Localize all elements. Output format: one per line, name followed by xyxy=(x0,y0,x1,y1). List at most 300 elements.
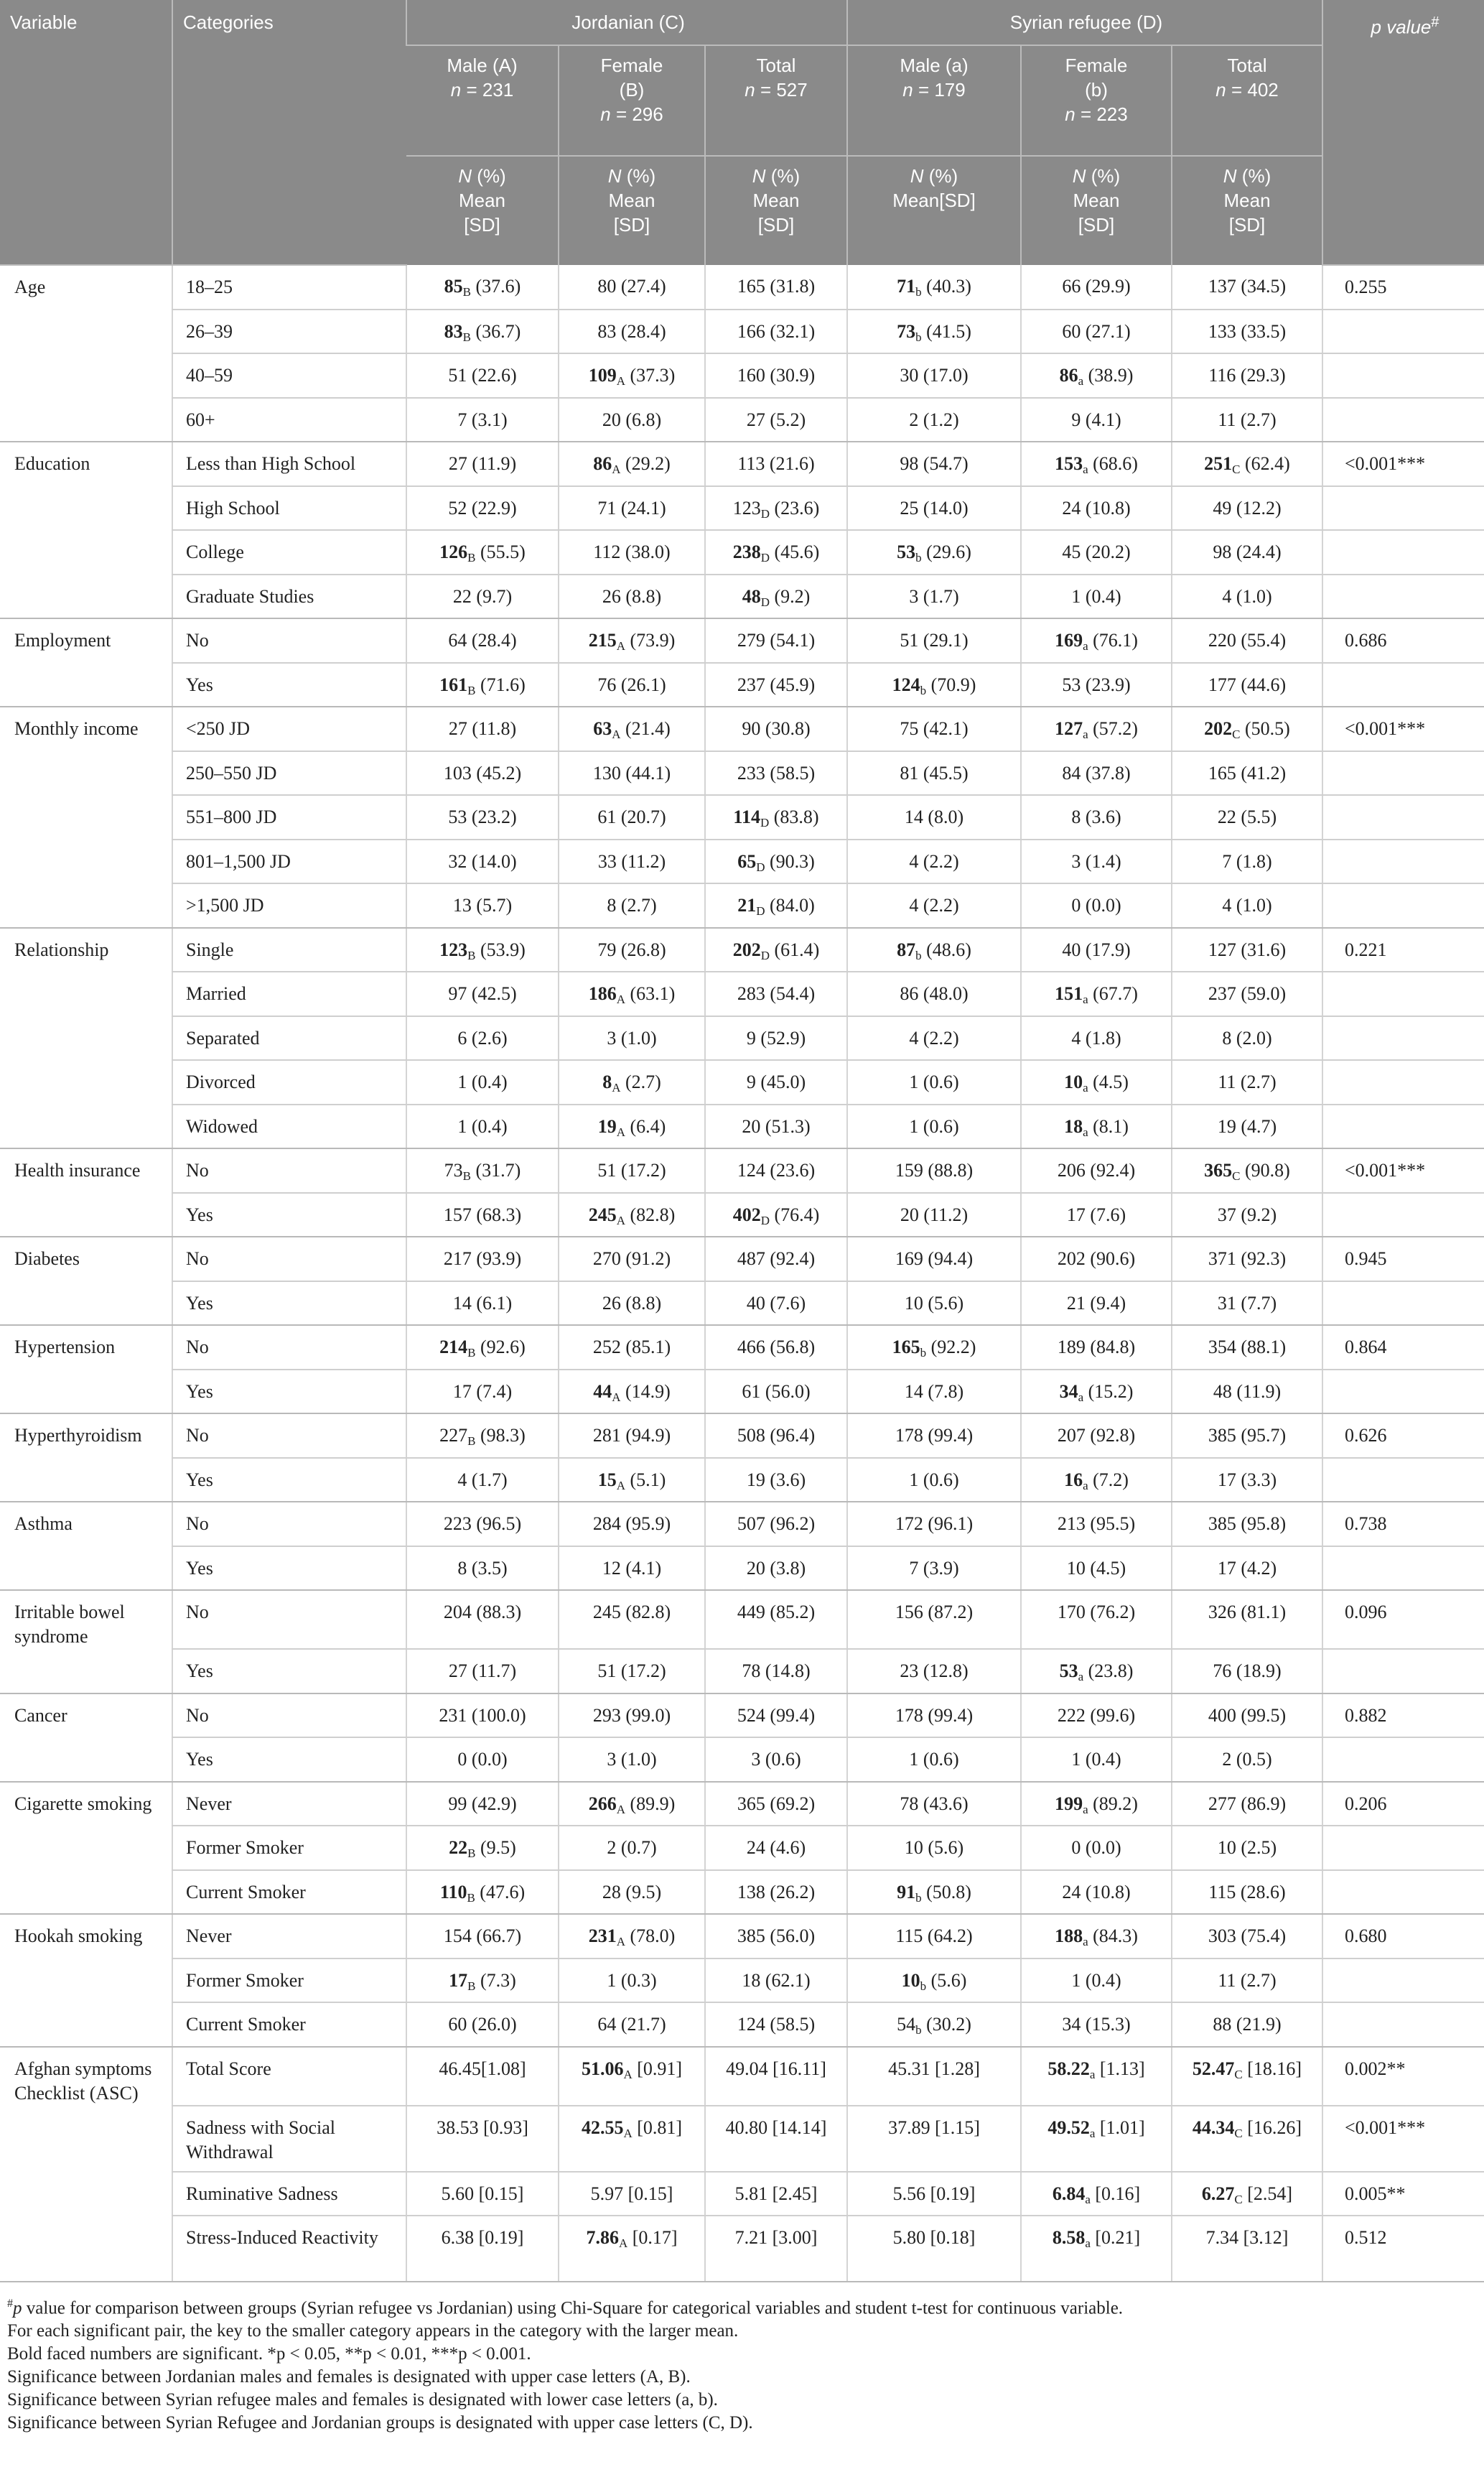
cell-value: 48 (11.9) xyxy=(1172,1370,1322,1414)
cell-pvalue: 0.864 xyxy=(1322,1325,1484,1370)
cell-value: $85_B$ (37.6) xyxy=(406,265,559,310)
cell-value: 40.80 [14.14] xyxy=(705,2106,847,2172)
cell-value: 524 (99.4) xyxy=(705,1693,847,1738)
cell-category: Stress-Induced Reactivity xyxy=(172,2216,406,2282)
cell-value: $22_B$ (9.5) xyxy=(406,1826,559,1870)
cell-value: 10 (2.5) xyxy=(1172,1826,1322,1870)
footnote-line: Bold faced numbers are significant. *p < 0.05, **p < 0.01, ***p < 0.001. xyxy=(7,2344,531,2364)
cell-value: 14 (6.1) xyxy=(406,1281,559,1326)
subheader-col: Total n = 402 xyxy=(1172,45,1322,156)
cell-category: Yes xyxy=(172,1193,406,1237)
cell-pvalue: 0.002** xyxy=(1322,2047,1484,2106)
cell-value: 84 (37.8) xyxy=(1021,751,1172,796)
cell-value: 28 (9.5) xyxy=(559,1870,705,1915)
cell-pvalue: 0.512 xyxy=(1322,2216,1484,2282)
cell-value: 30 (17.0) xyxy=(847,353,1021,398)
cell-value: 51 (17.2) xyxy=(559,1148,705,1193)
cell-value: 27 (5.2) xyxy=(705,398,847,442)
cell-value: 1 (0.4) xyxy=(406,1105,559,1149)
footnote-line: Significance between Syrian Refugee and Jordanian groups is designated with upper case letters (C, D). xyxy=(7,2413,753,2433)
cell-value: 385 (95.8) xyxy=(1172,1502,1322,1546)
table-row xyxy=(0,1782,1484,1826)
cell-value: $73_B$ (31.7) xyxy=(406,1148,559,1193)
cell-value: $153_a$ (68.6) xyxy=(1021,442,1172,486)
cell-value: 52 (22.9) xyxy=(406,486,559,531)
table-row xyxy=(0,486,1484,531)
stat-header-col: N (%) Mean [SD] xyxy=(1172,156,1322,265)
cell-value: 17 (4.2) xyxy=(1172,1546,1322,1591)
cell-value: 40 (17.9) xyxy=(1021,928,1172,972)
table-row xyxy=(0,618,1484,663)
table-row xyxy=(0,840,1484,884)
stat-header-col: N (%) Mean [SD] xyxy=(406,156,559,265)
cell-value: 14 (7.8) xyxy=(847,1370,1021,1414)
table-row xyxy=(0,1105,1484,1149)
cell-value: 466 (56.8) xyxy=(705,1325,847,1370)
cell-value: 9 (52.9) xyxy=(705,1016,847,1061)
cell-category: 18–25 xyxy=(172,265,406,310)
cell-value: $127_a$ (57.2) xyxy=(1021,707,1172,751)
cell-pvalue: <0.001*** xyxy=(1322,1148,1484,1193)
cell-value: 157 (68.3) xyxy=(406,1193,559,1237)
cell-value: $402_D$ (76.4) xyxy=(705,1193,847,1237)
cell-value: $124_b$ (70.9) xyxy=(847,663,1021,707)
cell-value: $165_b$ (92.2) xyxy=(847,1325,1021,1370)
cell-value: 206 (92.4) xyxy=(1021,1148,1172,1193)
cell-variable xyxy=(0,1458,172,1502)
cell-variable: Employment xyxy=(14,630,111,651)
cell-value: 222 (99.6) xyxy=(1021,1693,1172,1738)
cell-value: 71 (24.1) xyxy=(559,486,705,531)
cell-pvalue xyxy=(1322,353,1484,398)
cell-value: 6 (2.6) xyxy=(406,1016,559,1061)
cell-variable: Age xyxy=(14,277,46,297)
cell-value: 385 (56.0) xyxy=(705,1914,847,1958)
subheader-col: Female (B) n = 296 xyxy=(559,45,705,156)
cell-value: $202_C$ (50.5) xyxy=(1172,707,1322,751)
table-row xyxy=(0,1237,1484,1281)
cell-value: 487 (92.4) xyxy=(705,1237,847,1281)
cell-category: Single xyxy=(172,928,406,972)
table-row xyxy=(0,1458,1484,1502)
cell-category: Yes xyxy=(172,1649,406,1693)
cell-value: 8 (3.6) xyxy=(1021,795,1172,840)
table-row xyxy=(0,1914,1484,1958)
cell-value: 51 (29.1) xyxy=(847,618,1021,663)
table-row xyxy=(0,1958,1484,2003)
cell-value: 1 (0.6) xyxy=(847,1458,1021,1502)
cell-value: 20 (51.3) xyxy=(705,1105,847,1149)
cell-pvalue xyxy=(1322,486,1484,531)
cell-variable xyxy=(0,1737,172,1782)
cell-pvalue xyxy=(1322,310,1484,354)
cell-value: 1 (0.6) xyxy=(847,1105,1021,1149)
cell-category: No xyxy=(172,1325,406,1370)
cell-value: 20 (11.2) xyxy=(847,1193,1021,1237)
cell-value: 53 (23.2) xyxy=(406,795,559,840)
cell-value: 124 (58.5) xyxy=(705,2002,847,2047)
cell-category: Graduate Studies xyxy=(172,575,406,619)
cell-value: 13 (5.7) xyxy=(406,883,559,928)
table-row xyxy=(0,2172,1484,2216)
cell-value: $202_D$ (61.4) xyxy=(705,928,847,972)
cell-value: 4 (1.0) xyxy=(1172,883,1322,928)
cell-value: 449 (85.2) xyxy=(705,1590,847,1649)
cell-value: $231_A$ (78.0) xyxy=(559,1914,705,1958)
cell-value: $53_a$ (23.8) xyxy=(1021,1649,1172,1693)
cell-value: 130 (44.1) xyxy=(559,751,705,796)
cell-value: $8_A$ (2.7) xyxy=(559,1060,705,1105)
cell-pvalue xyxy=(1322,1546,1484,1591)
cell-value: $42.55_A$ [0.81] xyxy=(559,2106,705,2172)
cell-value: 11 (2.7) xyxy=(1172,1958,1322,2003)
cell-value: 207 (92.8) xyxy=(1021,1413,1172,1458)
cell-value: $251_C$ (62.4) xyxy=(1172,442,1322,486)
cell-value: 172 (96.1) xyxy=(847,1502,1021,1546)
cell-category: Yes xyxy=(172,663,406,707)
cell-value: 365 (69.2) xyxy=(705,1782,847,1826)
cell-value: 0 (0.0) xyxy=(1021,1826,1172,1870)
cell-value: $86_a$ (38.9) xyxy=(1021,353,1172,398)
cell-category: Yes xyxy=(172,1281,406,1326)
subheader-col: Male (A) n = 231 xyxy=(406,45,559,156)
table-row xyxy=(0,795,1484,840)
cell-pvalue: 0.680 xyxy=(1322,1914,1484,1958)
table-row xyxy=(0,2002,1484,2047)
cell-value: 8 (2.0) xyxy=(1172,1016,1322,1061)
cell-value: $8.58_a$ [0.21] xyxy=(1021,2216,1172,2282)
cell-value: $73_b$ (41.5) xyxy=(847,310,1021,354)
cell-variable xyxy=(0,353,172,398)
cell-value: 279 (54.1) xyxy=(705,618,847,663)
cell-value: 51 (22.6) xyxy=(406,353,559,398)
cell-value: $161_B$ (71.6) xyxy=(406,663,559,707)
cell-value: $126_B$ (55.5) xyxy=(406,530,559,575)
cell-value: 217 (93.9) xyxy=(406,1237,559,1281)
cell-variable xyxy=(0,1826,172,1870)
cell-value: 277 (86.9) xyxy=(1172,1782,1322,1826)
cell-variable xyxy=(0,310,172,354)
cell-category: No xyxy=(172,1148,406,1193)
cell-value: 165 (41.2) xyxy=(1172,751,1322,796)
cell-value: $215_A$ (73.9) xyxy=(559,618,705,663)
cell-variable: Afghan symptoms Checklist (ASC) xyxy=(14,2058,152,2104)
cell-value: 4 (2.2) xyxy=(847,840,1021,884)
cell-value: 32 (14.0) xyxy=(406,840,559,884)
cell-variable xyxy=(0,1060,172,1105)
cell-value: 1 (0.4) xyxy=(1021,575,1172,619)
cell-value: 49 (12.2) xyxy=(1172,486,1322,531)
cell-value: 2 (0.5) xyxy=(1172,1737,1322,1782)
cell-pvalue xyxy=(1322,575,1484,619)
cell-value: $109_A$ (37.3) xyxy=(559,353,705,398)
cell-value: 138 (26.2) xyxy=(705,1870,847,1915)
cell-pvalue: 0.221 xyxy=(1322,928,1484,972)
cell-value: 165 (31.8) xyxy=(705,265,847,310)
cell-value: $188_a$ (84.3) xyxy=(1021,1914,1172,1958)
cell-value: 37 (9.2) xyxy=(1172,1193,1322,1237)
cell-category: No xyxy=(172,1237,406,1281)
cell-value: 237 (59.0) xyxy=(1172,972,1322,1016)
cell-value: 169 (94.4) xyxy=(847,1237,1021,1281)
cell-value: 9 (4.1) xyxy=(1021,398,1172,442)
cell-value: 1 (0.6) xyxy=(847,1737,1021,1782)
cell-category: >1,500 JD xyxy=(172,883,406,928)
cell-category: No xyxy=(172,1693,406,1738)
cell-pvalue: 0.945 xyxy=(1322,1237,1484,1281)
cell-variable xyxy=(0,2172,172,2216)
cell-value: 293 (99.0) xyxy=(559,1693,705,1738)
cell-value: 4 (2.2) xyxy=(847,1016,1021,1061)
footnote-line: #p value for comparison between groups (Syrian refugee vs Jordanian) using Chi-Square for categorical variables and student t-test for continuous variable. xyxy=(7,2297,1124,2318)
cell-value: 237 (45.9) xyxy=(705,663,847,707)
cell-value: 159 (88.8) xyxy=(847,1148,1021,1193)
cell-category: Ruminative Sadness xyxy=(172,2172,406,2216)
cell-variable xyxy=(0,1281,172,1326)
cell-pvalue xyxy=(1322,1870,1484,1915)
table-row xyxy=(0,1502,1484,1546)
cell-value: 507 (96.2) xyxy=(705,1502,847,1546)
cell-value: 27 (11.9) xyxy=(406,442,559,486)
cell-category: No xyxy=(172,1413,406,1458)
cell-value: 5.81 [2.45] xyxy=(705,2172,847,2216)
cell-value: 24 (10.8) xyxy=(1021,486,1172,531)
cell-value: 220 (55.4) xyxy=(1172,618,1322,663)
cell-value: 81 (45.5) xyxy=(847,751,1021,796)
cell-variable: Asthma xyxy=(14,1513,73,1534)
cell-value: 11 (2.7) xyxy=(1172,398,1322,442)
cell-value: 61 (20.7) xyxy=(559,795,705,840)
cell-value: 31 (7.7) xyxy=(1172,1281,1322,1326)
cell-value: 98 (24.4) xyxy=(1172,530,1322,575)
cell-category: Former Smoker xyxy=(172,1826,406,1870)
cell-variable: Hypertension xyxy=(14,1337,116,1357)
cell-variable xyxy=(0,840,172,884)
cell-variable xyxy=(0,1193,172,1237)
table-row xyxy=(0,1281,1484,1326)
cell-value: 177 (44.6) xyxy=(1172,663,1322,707)
cell-value: $365_C$ (90.8) xyxy=(1172,1148,1322,1193)
cell-category: High School xyxy=(172,486,406,531)
cell-pvalue: 0.882 xyxy=(1322,1693,1484,1738)
cell-value: 45.31 [1.28] xyxy=(847,2047,1021,2106)
cell-value: 22 (5.5) xyxy=(1172,795,1322,840)
cell-variable: Monthly income xyxy=(14,718,139,739)
cell-category: 60+ xyxy=(172,398,406,442)
cell-value: 5.97 [0.15] xyxy=(559,2172,705,2216)
cell-value: 40 (7.6) xyxy=(705,1281,847,1326)
cell-value: 202 (90.6) xyxy=(1021,1237,1172,1281)
cell-value: $48_D$ (9.2) xyxy=(705,575,847,619)
cell-value: 1 (0.4) xyxy=(1021,1737,1172,1782)
cell-value: $114_D$ (83.8) xyxy=(705,795,847,840)
cell-pvalue xyxy=(1322,398,1484,442)
cell-value: 86 (48.0) xyxy=(847,972,1021,1016)
header-pvalue: p value# xyxy=(1322,0,1484,265)
cell-value: 14 (8.0) xyxy=(847,795,1021,840)
cell-value: 76 (26.1) xyxy=(559,663,705,707)
cell-value: $34_a$ (15.2) xyxy=(1021,1370,1172,1414)
cell-pvalue xyxy=(1322,663,1484,707)
cell-value: 27 (11.8) xyxy=(406,707,559,751)
cell-value: 133 (33.5) xyxy=(1172,310,1322,354)
table-row xyxy=(0,707,1484,751)
cell-value: 33 (11.2) xyxy=(559,840,705,884)
cell-pvalue xyxy=(1322,530,1484,575)
cell-value: 19 (3.6) xyxy=(705,1458,847,1502)
cell-category: Sadness with Social Withdrawal xyxy=(172,2106,406,2172)
cell-value: $6.84_a$ [0.16] xyxy=(1021,2172,1172,2216)
table-row xyxy=(0,575,1484,619)
cell-value: 76 (18.9) xyxy=(1172,1649,1322,1693)
cell-value: $123_B$ (53.9) xyxy=(406,928,559,972)
cell-value: 354 (88.1) xyxy=(1172,1325,1322,1370)
cell-category: Yes xyxy=(172,1737,406,1782)
cell-value: 170 (76.2) xyxy=(1021,1590,1172,1649)
cell-value: 10 (5.6) xyxy=(847,1281,1021,1326)
cell-value: 46.45[1.08] xyxy=(406,2047,559,2106)
table-row xyxy=(0,442,1484,486)
cell-value: 90 (30.8) xyxy=(705,707,847,751)
table-row xyxy=(0,1870,1484,1915)
cell-value: 60 (27.1) xyxy=(1021,310,1172,354)
cell-value: 204 (88.3) xyxy=(406,1590,559,1649)
table-row xyxy=(0,2047,1484,2106)
cell-category: Current Smoker xyxy=(172,1870,406,1915)
cell-pvalue xyxy=(1322,1458,1484,1502)
subheader-col: Male (a) n = 179 xyxy=(847,45,1021,156)
cell-value: $199_a$ (89.2) xyxy=(1021,1782,1172,1826)
cell-value: 112 (38.0) xyxy=(559,530,705,575)
cell-value: 5.60 [0.15] xyxy=(406,2172,559,2216)
cell-pvalue xyxy=(1322,1370,1484,1414)
subheader-col: Total n = 527 xyxy=(705,45,847,156)
cell-value: 115 (28.6) xyxy=(1172,1870,1322,1915)
cell-category: 26–39 xyxy=(172,310,406,354)
header-variable: Variable xyxy=(0,0,172,265)
cell-value: $51.06_A$ [0.91] xyxy=(559,2047,705,2106)
cell-variable xyxy=(0,1105,172,1149)
table-row xyxy=(0,310,1484,354)
cell-value: $110_B$ (47.6) xyxy=(406,1870,559,1915)
cell-value: 1 (0.4) xyxy=(1021,1958,1172,2003)
cell-value: 178 (99.4) xyxy=(847,1693,1021,1738)
cell-category: 801–1,500 JD xyxy=(172,840,406,884)
table-row xyxy=(0,751,1484,796)
cell-variable: Cigarette smoking xyxy=(14,1793,152,1814)
table-row xyxy=(0,1826,1484,1870)
table-footnotes xyxy=(0,2282,1484,2435)
cell-value: 53 (23.9) xyxy=(1021,663,1172,707)
stat-header-col: N (%) Mean [SD] xyxy=(705,156,847,265)
table-row xyxy=(0,1325,1484,1370)
cell-variable: Cancer xyxy=(14,1704,67,1726)
cell-value: 10 (5.6) xyxy=(847,1826,1021,1870)
cell-category: Current Smoker xyxy=(172,2002,406,2047)
cell-value: 49.04 [16.11] xyxy=(705,2047,847,2106)
table-row xyxy=(0,1590,1484,1649)
cell-pvalue xyxy=(1322,1826,1484,1870)
cell-variable: Hookah smoking xyxy=(14,1925,143,1946)
table-row xyxy=(0,1413,1484,1458)
cell-value: 10 (4.5) xyxy=(1021,1546,1172,1591)
cell-value: 45 (20.2) xyxy=(1021,530,1172,575)
cell-value: $238_D$ (45.6) xyxy=(705,530,847,575)
cell-value: 18 (62.1) xyxy=(705,1958,847,2003)
cell-value: $245_A$ (82.8) xyxy=(559,1193,705,1237)
cell-variable: Health insurance xyxy=(14,1160,141,1181)
table-row xyxy=(0,530,1484,575)
cell-value: $63_A$ (21.4) xyxy=(559,707,705,751)
cell-pvalue: <0.001*** xyxy=(1322,707,1484,751)
cell-category: No xyxy=(172,618,406,663)
cell-value: 7.21 [3.00] xyxy=(705,2216,847,2282)
cell-value: 99 (42.9) xyxy=(406,1782,559,1826)
cell-category: College xyxy=(172,530,406,575)
cell-variable: Hyperthyroidism xyxy=(14,1425,142,1446)
cell-value: 2 (1.2) xyxy=(847,398,1021,442)
cell-value: 17 (7.4) xyxy=(406,1370,559,1414)
cell-value: 508 (96.4) xyxy=(705,1413,847,1458)
cell-value: $58.22_a$ [1.13] xyxy=(1021,2047,1172,2106)
header-syrian: Syrian refugee (D) xyxy=(847,0,1322,45)
cell-value: 23 (12.8) xyxy=(847,1649,1021,1693)
cell-value: 11 (2.7) xyxy=(1172,1060,1322,1105)
cell-pvalue xyxy=(1322,972,1484,1016)
table-row xyxy=(0,972,1484,1016)
cell-value: $86_A$ (29.2) xyxy=(559,442,705,486)
cell-value: 79 (26.8) xyxy=(559,928,705,972)
cell-value: 231 (100.0) xyxy=(406,1693,559,1738)
cell-value: 303 (75.4) xyxy=(1172,1914,1322,1958)
cell-value: 64 (21.7) xyxy=(559,2002,705,2047)
cell-value: 7 (1.8) xyxy=(1172,840,1322,884)
table-row xyxy=(0,1649,1484,1693)
cell-variable xyxy=(0,2216,172,2282)
cell-value: 9 (45.0) xyxy=(705,1060,847,1105)
cell-variable xyxy=(0,530,172,575)
cell-value: $266_A$ (89.9) xyxy=(559,1782,705,1826)
cell-value: 27 (11.7) xyxy=(406,1649,559,1693)
cell-value: 24 (10.8) xyxy=(1021,1870,1172,1915)
cell-value: $49.52_a$ [1.01] xyxy=(1021,2106,1172,2172)
cell-value: 7 (3.1) xyxy=(406,398,559,442)
cell-variable xyxy=(0,795,172,840)
cell-category: Married xyxy=(172,972,406,1016)
cell-pvalue xyxy=(1322,1281,1484,1326)
cell-value: 283 (54.4) xyxy=(705,972,847,1016)
cell-category: Yes xyxy=(172,1458,406,1502)
footnote-line: Significance between Jordanian males and females is designated with upper case letters (A, B). xyxy=(7,2367,691,2387)
cell-category: Never xyxy=(172,1782,406,1826)
cell-value: 97 (42.5) xyxy=(406,972,559,1016)
cell-value: 4 (1.8) xyxy=(1021,1016,1172,1061)
cell-value: 281 (94.9) xyxy=(559,1413,705,1458)
cell-category: Yes xyxy=(172,1546,406,1591)
cell-value: 213 (95.5) xyxy=(1021,1502,1172,1546)
cell-category: 551–800 JD xyxy=(172,795,406,840)
cell-category: Divorced xyxy=(172,1060,406,1105)
cell-value: 0 (0.0) xyxy=(1021,883,1172,928)
cell-value: $87_b$ (48.6) xyxy=(847,928,1021,972)
table-row xyxy=(0,265,1484,310)
cell-value: 34 (15.3) xyxy=(1021,2002,1172,2047)
cell-value: 3 (0.6) xyxy=(705,1737,847,1782)
cell-value: 78 (14.8) xyxy=(705,1649,847,1693)
cell-value: 124 (23.6) xyxy=(705,1148,847,1193)
table-row xyxy=(0,1060,1484,1105)
cell-category: Yes xyxy=(172,1370,406,1414)
